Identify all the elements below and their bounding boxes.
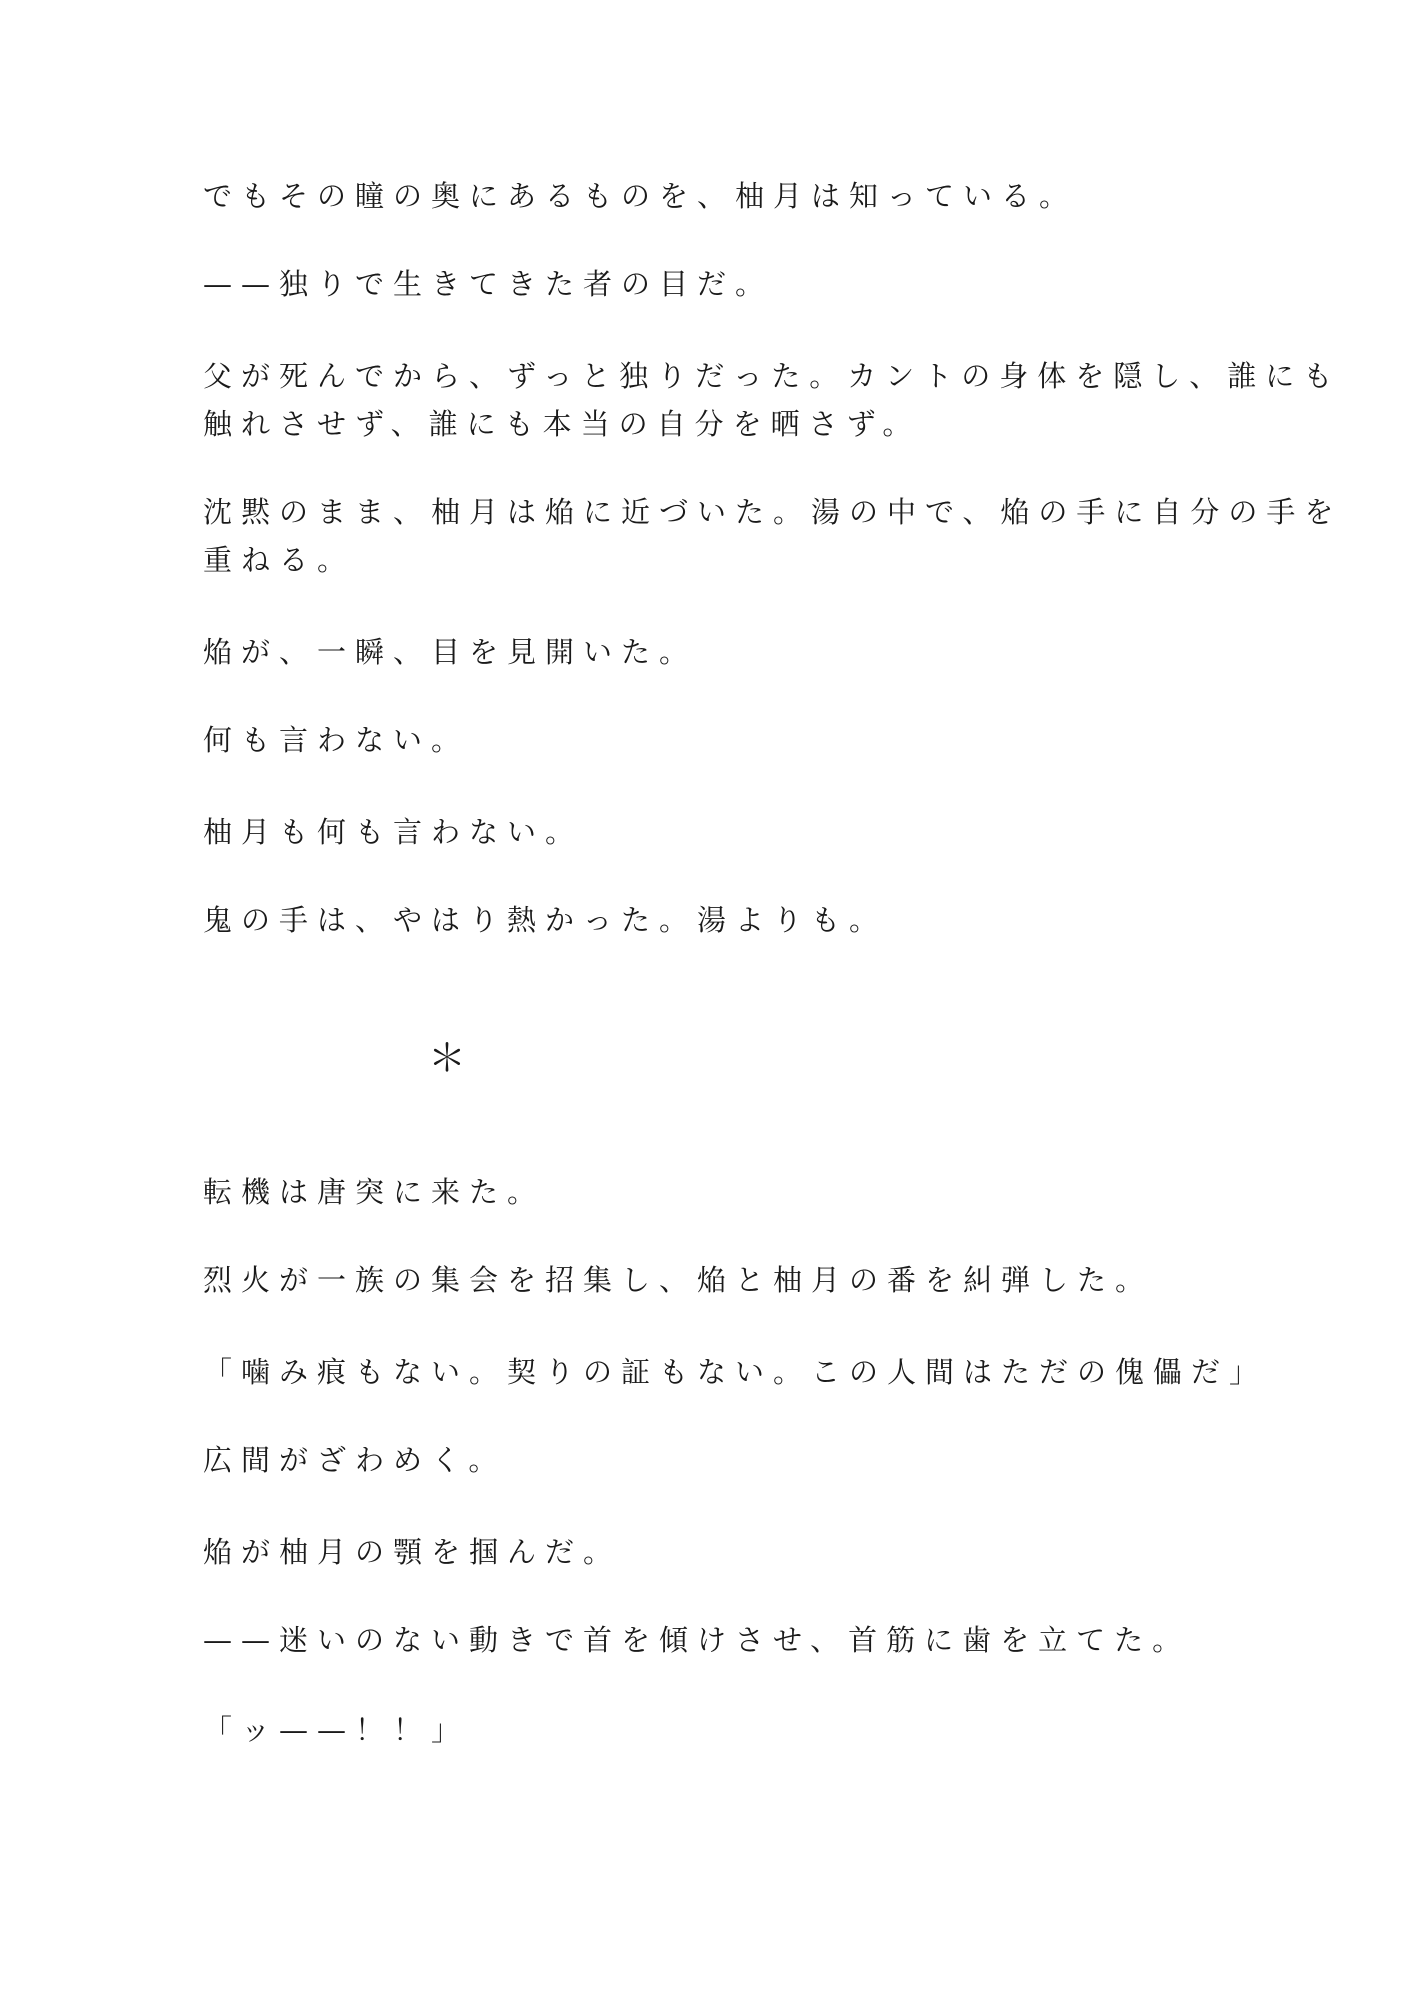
text-line: 烈火が一族の集会を招集し、焔と柚月の番を糾弾した。 (203, 1263, 1154, 1297)
text-line: 「噛み痕もない。契りの証もない。この人間はただの傀儡だ」 (203, 1355, 1268, 1389)
paragraph (203, 1168, 1203, 1216)
paragraph (203, 1436, 1203, 1484)
paragraph (203, 896, 1203, 944)
text-line: 柚月も何も言わない。 (203, 815, 584, 849)
text-line: 何も言わない。 (203, 723, 470, 757)
paragraph (203, 808, 1203, 856)
text-line: ——迷いのない動きで首を傾けさせ、首筋に歯を立てた。 (203, 1623, 1191, 1657)
paragraph (203, 1616, 1203, 1664)
paragraph (203, 1348, 1268, 1396)
scene-separator: ＊ (428, 1036, 467, 1080)
text-line: 鬼の手は、やはり熱かった。湯よりも。 (203, 903, 888, 937)
paragraph (203, 352, 1342, 448)
text-line: 触れさせず、誰にも本当の自分を晒さず。 (203, 407, 921, 441)
text-line: 「ッ——！！」 (203, 1713, 470, 1747)
text-line: 転機は唐突に来た。 (203, 1175, 546, 1209)
paragraph (203, 1706, 1203, 1754)
text-line: 焔が、一瞬、目を見開いた。 (203, 635, 698, 669)
paragraph (203, 488, 1343, 584)
text-line: 重ねる。 (203, 543, 356, 577)
text-line: でもその瞳の奥にあるものを、柚月は知っている。 (203, 179, 1078, 213)
text-line: 広間がざわめく。 (203, 1443, 507, 1477)
paragraph (203, 1528, 1203, 1576)
text-line: 焔が柚月の顎を掴んだ。 (203, 1535, 622, 1569)
paragraph (203, 628, 1203, 676)
paragraph (203, 172, 1203, 220)
text-line: 父が死んでから、ずっと独りだった。カントの身体を隠し、誰にも (203, 359, 1342, 393)
text-line: 沈黙のまま、柚月は焔に近づいた。湯の中で、焔の手に自分の手を (203, 495, 1343, 529)
paragraph (203, 260, 1203, 308)
text-line: ——独りで生きてきた者の目だ。 (203, 267, 774, 301)
paragraph (203, 1256, 1203, 1304)
paragraph (203, 716, 1203, 764)
